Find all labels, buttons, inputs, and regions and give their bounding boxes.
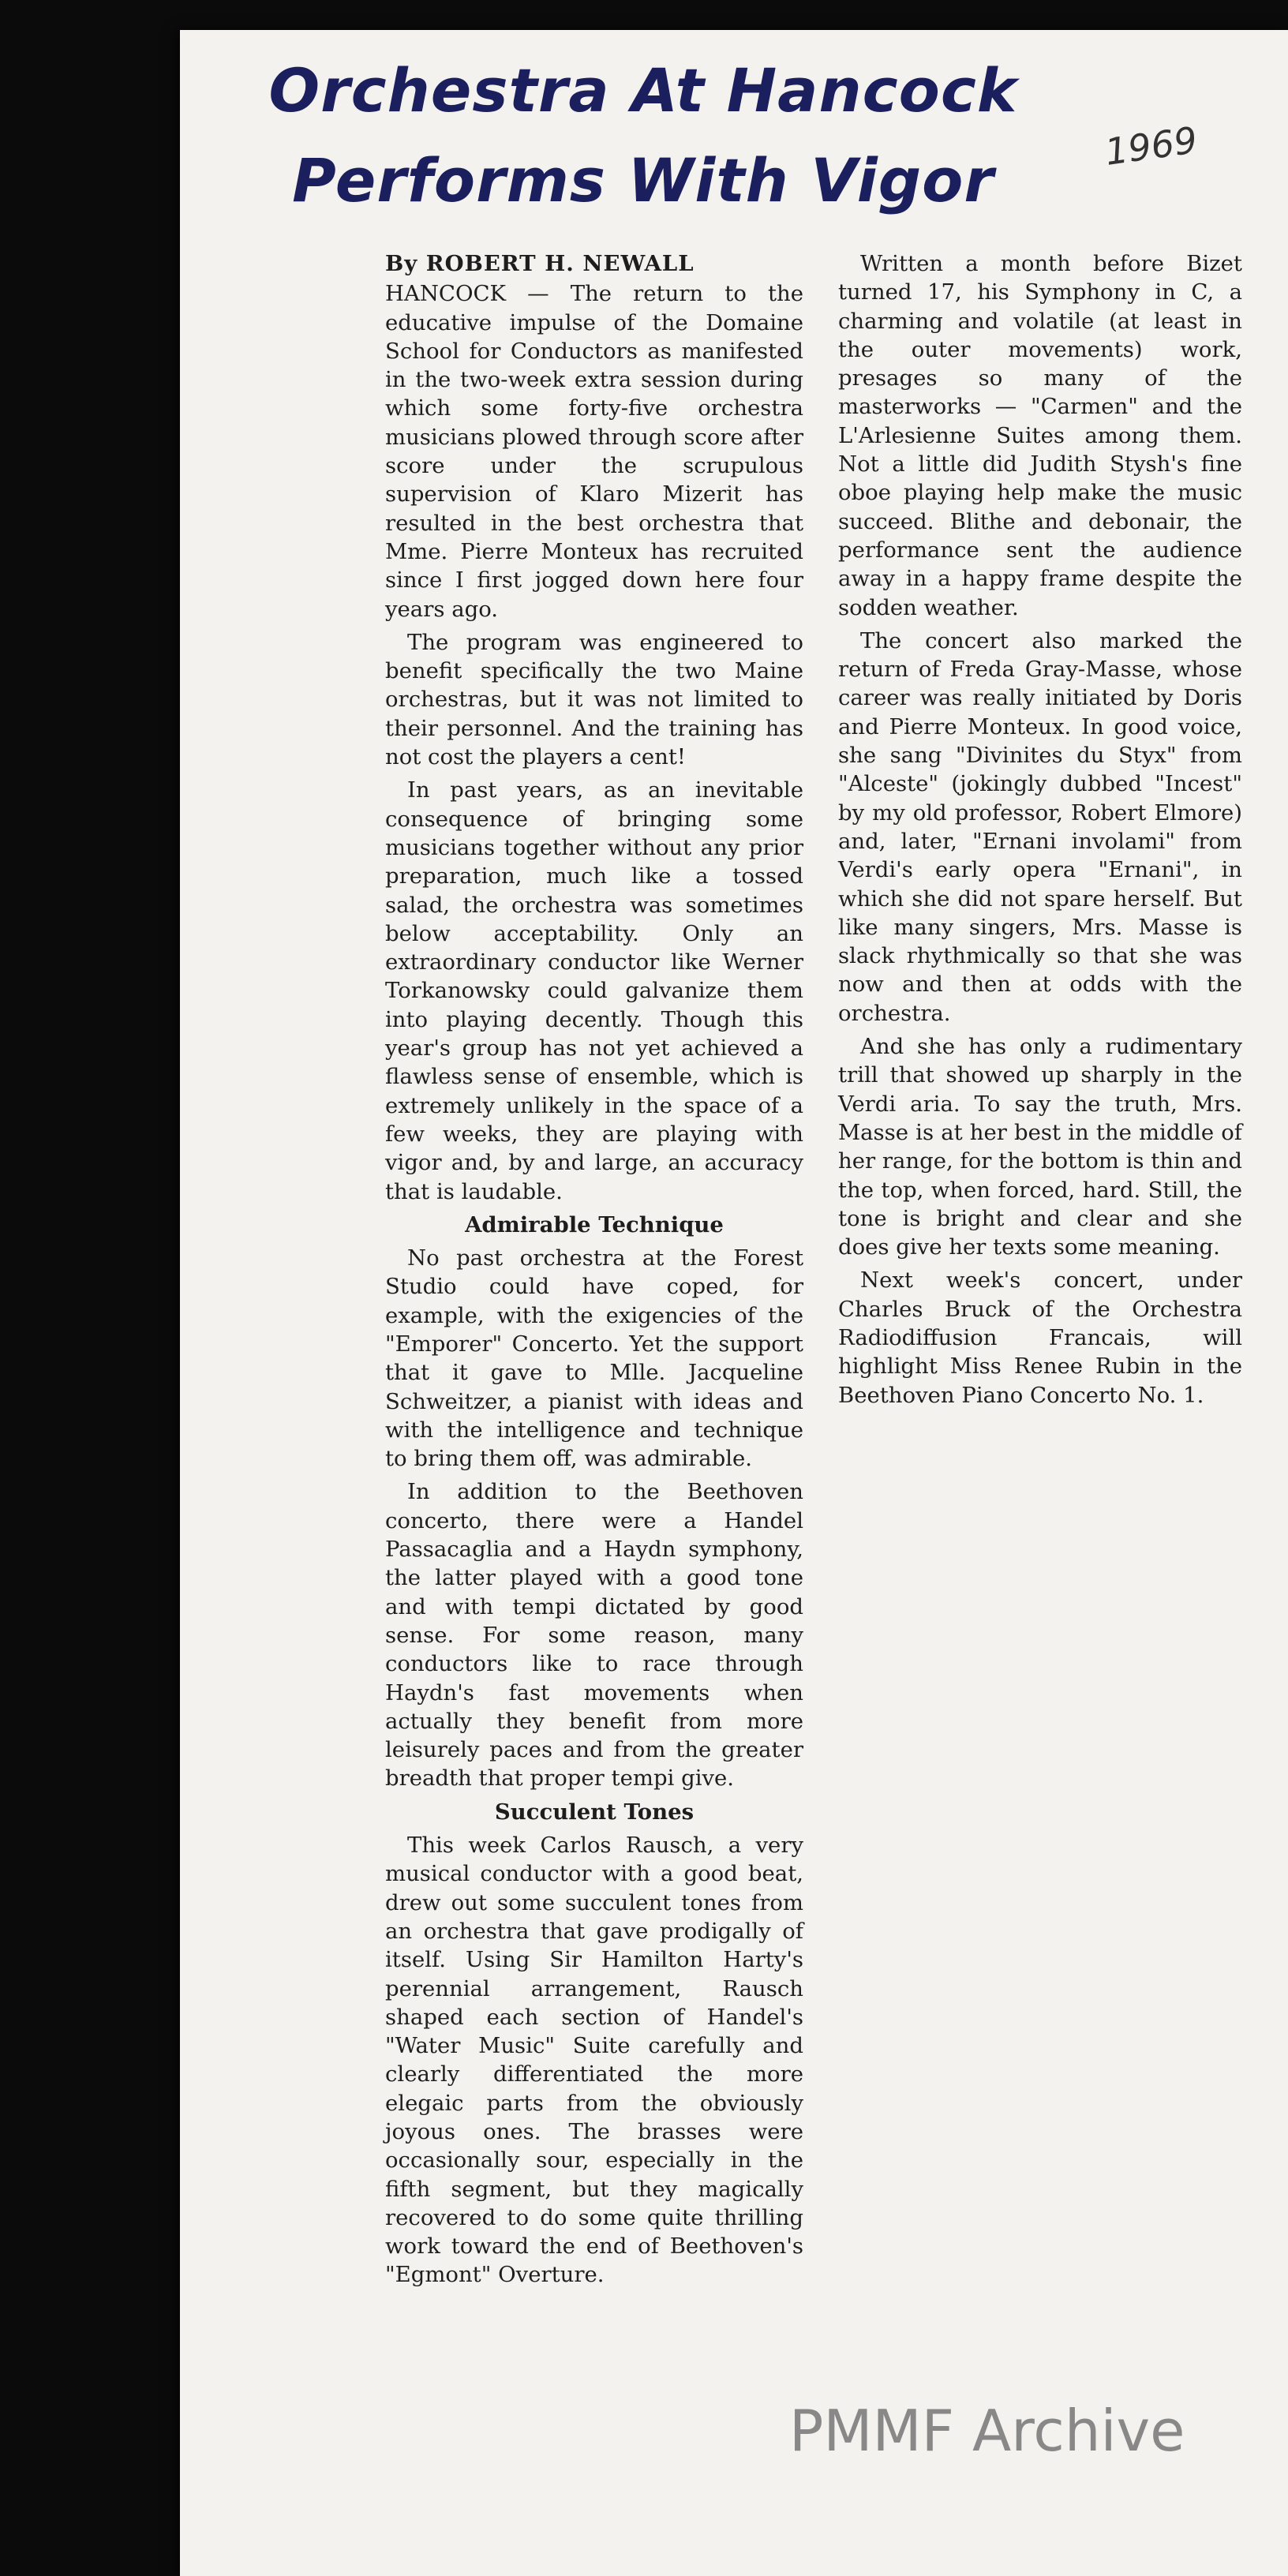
article-paragraph: In past years, as an inevitable consequence of bringing some musicians together without any prior preparation, much like a tossed salad, the orchestra was sometimes below acceptability. Only an extraordinary conductor like Werner Torkanowsky could galvanize them into playing decently. Though this year's group has not yet achieved a flawless sense of ensemble, which is extremely unlikely in the space of a few weeks, they are playing with vigor and, by and large, an accuracy that is laudable.	[385, 777, 803, 1204]
article-paragraph: And she has only a rudimentary trill that showed up sharply in the Verdi aria. To say the truth, Mrs. Masse is at her best in the middle of her range, for the bottom is thin and the top, when forced, hard. Still, the tone is bright and clear and she does give her texts some meaning.	[838, 1034, 1242, 1260]
subheading: Succulent Tones	[494, 1799, 695, 1825]
article-paragraph: No past orchestra at the Forest Studio could have coped, for example, with the exigencies of the "Emporer" Concerto. Yet the support that it gave to Mlle. Jacqueline Schweitzer, a pianist with ideas and with the intelligence and technique to bring them off, was admirable.	[385, 1245, 803, 1472]
article-paragraph: In addition to the Beethoven concerto, there were a Handel Passacaglia and a Haydn symphony, the latter played with a good tone and with tempi dictated by good sense. For some reason, many conductors like to race through Haydn's fast movements when actually they benefit from more leisurely paces and from the greater breadth that proper tempi give.	[385, 1479, 803, 1792]
handwritten-year: 1969	[1102, 118, 1200, 174]
headline	[185, 46, 1101, 226]
article-paragraph: The concert also marked the return of Freda Gray-Masse, whose career was really initiated by Doris and Pierre Monteux. In good voice, she sang "Divinites du Styx" from "Alceste" (jokingly dubbed "Incest" by my old professor, Robert Elmore) and, later, "Ernani involami" from Verdi's early opera "Ernani", in which she did not spare herself. But like many singers, Mrs. Masse is slack rhythmically so that she was now and then at odds with the orchestra.	[838, 627, 1242, 1026]
article-paragraph: The program was engineered to benefit specifically the two Maine orchestras, but it was not limited to their personnel. And the training has not cost the players a cent!	[385, 629, 803, 770]
article-column-left	[385, 249, 803, 2294]
headline-line-1: Orchestra At Hancock	[268, 55, 1018, 125]
subheading: Admirable Technique	[465, 1211, 724, 1237]
article-paragraph: Next week's concert, under Charles Bruck of the Orchestra Radiodiffusion Francais, will highlight Miss Renee Rubin in the Beethoven Piano Concerto No. 1.	[838, 1267, 1242, 1408]
article-column-right	[838, 249, 1242, 1414]
article-paragraph: This week Carlos Rausch, a very musical conductor with a good beat, drew out some succulent tones from an orchestra that gave prodigally of itself. Using Sir Hamilton Harty's perennial arrangement, Rausch shaped each section of Handel's "Water Music" Suite carefully and clearly differentiated the more elegaic parts from the obviously joyous ones. The brasses were occasionally sour, especially in the fifth segment, but they magically recovered to do some quite thrilling work toward the end of Beethoven's "Egmont" Overture.	[385, 1833, 803, 2288]
article-paragraph: HANCOCK — The return to the educative impulse of the Domaine School for Conductors as manifested in the two-week extra session during which some forty-five orchestra musicians plowed through score after score under the scrupulous supervision of Klaro Mizerit has resulted in the best orchestra that Mme. Pierre Monteux has recruited since I first jogged down here four years ago.	[385, 281, 803, 622]
headline-line-2: Performs With Vigor	[292, 145, 994, 215]
article-paragraph: Written a month before Bizet turned 17, his Symphony in C, a charming and volatile (at least in the outer movements) work, presages so many of the masterworks — "Carmen" and the L'Arlesienne Suites among them. Not a little did Judith Stysh's fine oboe playing help make the music succeed. Blithe and debonair, the performance sent the audience away in a happy frame despite the sodden weather.	[838, 251, 1242, 620]
byline: By ROBERT H. NEWALL	[385, 251, 695, 276]
archive-watermark: PMMF Archive	[789, 2398, 1185, 2464]
